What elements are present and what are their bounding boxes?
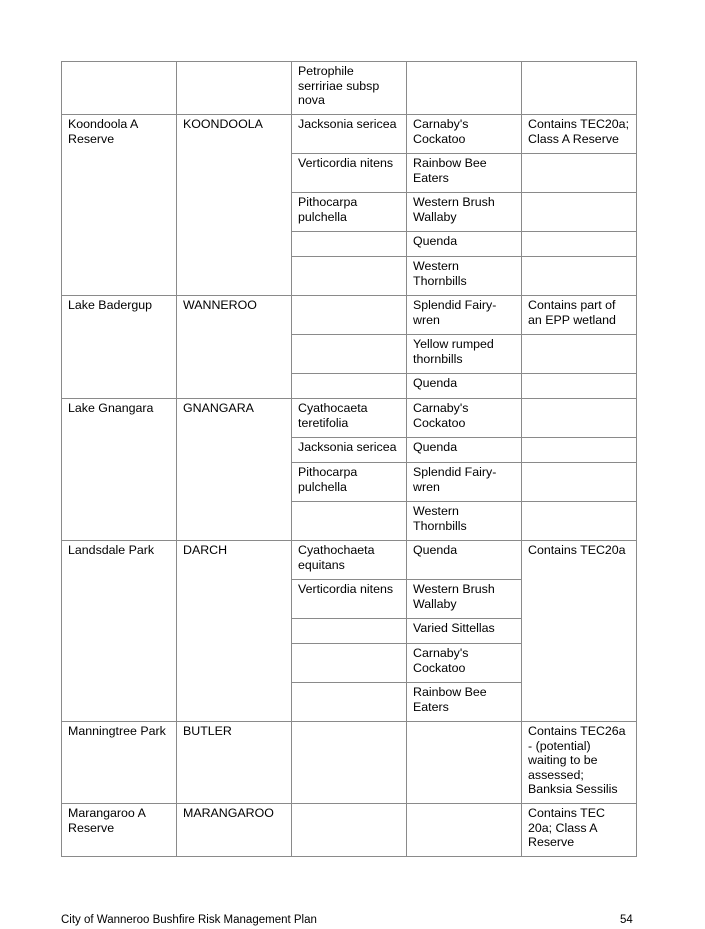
fauna-cell — [407, 722, 522, 804]
footer-title: City of Wanneroo Bushfire Risk Management Plan — [61, 914, 317, 926]
flora-cell — [292, 374, 407, 399]
flora-cell — [292, 683, 407, 722]
fauna-cell: Western Thornbills — [407, 257, 522, 296]
table-row — [62, 296, 637, 335]
comments-cell — [522, 463, 637, 502]
flora-cell — [292, 502, 407, 541]
flora-cell — [292, 644, 407, 683]
flora-cell — [292, 296, 407, 335]
flora-cell — [292, 722, 407, 804]
fauna-cell: Carnaby's Cockatoo — [407, 644, 522, 683]
flora-cell — [292, 335, 407, 374]
flora-cell — [292, 232, 407, 257]
flora-cell: Cyathochaeta equitans — [292, 541, 407, 580]
flora-cell — [292, 619, 407, 644]
comments-cell — [522, 399, 637, 438]
comments-cell — [522, 154, 637, 193]
reserve-name-cell: Landsdale Park — [62, 541, 177, 722]
table-row — [62, 804, 637, 857]
table-row — [62, 722, 637, 804]
fauna-cell: Western Brush Wallaby — [407, 193, 522, 232]
fauna-cell: Carnaby's Cockatoo — [407, 399, 522, 438]
fauna-cell: Carnaby's Cockatoo — [407, 115, 522, 154]
flora-cell: Cyathocaeta teretifolia — [292, 399, 407, 438]
reserve-name-cell: Marangaroo A Reserve — [62, 804, 177, 857]
fauna-cell: Splendid Fairy-wren — [407, 463, 522, 502]
fauna-cell: Rainbow Bee Eaters — [407, 683, 522, 722]
fauna-cell: Quenda — [407, 232, 522, 257]
flora-cell: Jacksonia sericea — [292, 438, 407, 463]
fauna-cell: Quenda — [407, 438, 522, 463]
flora-cell: Jacksonia sericea — [292, 115, 407, 154]
table-cell — [177, 62, 292, 115]
comments-cell: Contains part of an EPP wetland — [522, 296, 637, 335]
flora-cell — [292, 257, 407, 296]
fauna-cell — [407, 804, 522, 857]
comments-cell: Contains TEC26a - (potential) waiting to be assessed; Banksia Sessilis — [522, 722, 637, 804]
fauna-cell: Rainbow Bee Eaters — [407, 154, 522, 193]
flora-cell: Pithocarpa pulchella — [292, 463, 407, 502]
reserve-name-cell: Koondoola A Reserve — [62, 115, 177, 296]
reserve-name-cell: Lake Gnangara — [62, 399, 177, 541]
comments-cell — [522, 257, 637, 296]
comments-cell: Contains TEC20a; Class A Reserve — [522, 115, 637, 154]
comments-cell — [522, 193, 637, 232]
reserve-name-cell: Lake Badergup — [62, 296, 177, 399]
suburb-cell: KOONDOOLA — [177, 115, 292, 296]
fauna-cell: Splendid Fairy-wren — [407, 296, 522, 335]
fauna-cell: Western Brush Wallaby — [407, 580, 522, 619]
comments-cell — [522, 502, 637, 541]
comments-cell: Contains TEC20a — [522, 541, 637, 722]
table-row — [62, 399, 637, 438]
flora-cell: Verticordia nitens — [292, 154, 407, 193]
comments-cell — [522, 374, 637, 399]
suburb-cell: DARCH — [177, 541, 292, 722]
table-cell — [62, 62, 177, 115]
page-number: 54 — [620, 914, 633, 926]
table-row — [62, 115, 637, 154]
table-row — [62, 541, 637, 580]
comments-cell — [522, 438, 637, 463]
flora-cell — [292, 804, 407, 857]
comments-cell — [522, 232, 637, 257]
flora-cell: Pithocarpa pulchella — [292, 193, 407, 232]
suburb-cell: WANNEROO — [177, 296, 292, 399]
flora-cell: Verticordia nitens — [292, 580, 407, 619]
fauna-cell: Quenda — [407, 541, 522, 580]
suburb-cell: MARANGAROO — [177, 804, 292, 857]
table-cell — [522, 62, 637, 115]
comments-cell — [522, 335, 637, 374]
flora-cell: Petrophile serririae subsp nova — [292, 62, 407, 115]
fauna-flora-table — [61, 61, 637, 857]
suburb-cell: GNANGARA — [177, 399, 292, 541]
fauna-cell: Yellow rumped thornbills — [407, 335, 522, 374]
fauna-cell: Varied Sittellas — [407, 619, 522, 644]
comments-cell: Contains TEC 20a; Class A Reserve — [522, 804, 637, 857]
fauna-cell: Western Thornbills — [407, 502, 522, 541]
suburb-cell: BUTLER — [177, 722, 292, 804]
reserve-name-cell: Manningtree Park — [62, 722, 177, 804]
table-cell — [407, 62, 522, 115]
fauna-cell: Quenda — [407, 374, 522, 399]
table-row — [62, 62, 637, 115]
